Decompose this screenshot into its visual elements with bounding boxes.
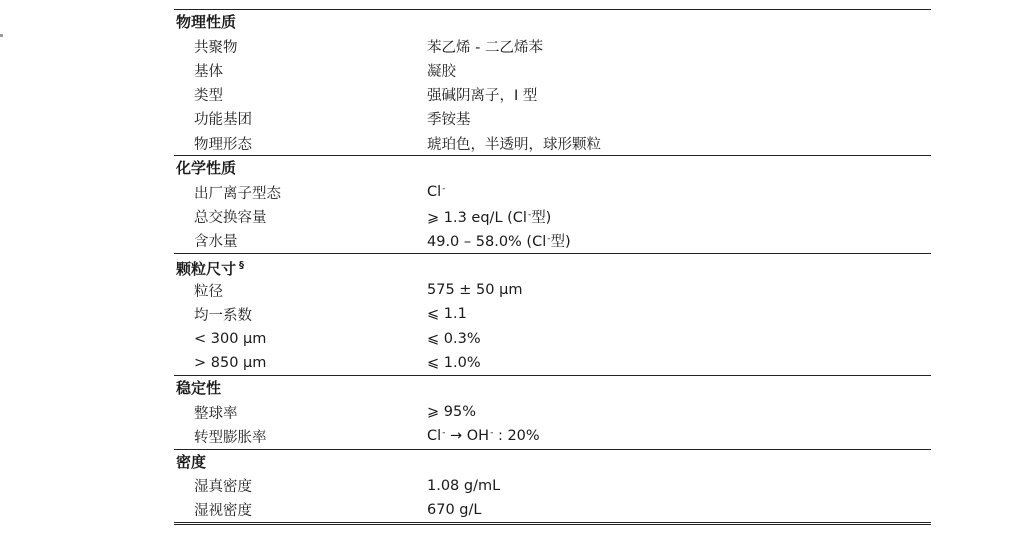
table-row [174,83,931,107]
table-row [174,229,931,253]
row-label: 总交换容量 [194,210,267,227]
row-value: ⩽ 1.0% [427,354,481,371]
row-label: 整球率 [194,405,238,422]
value-text: Cl [427,428,442,445]
row-value: 强碱阴离子，I 型 [427,88,538,105]
section-title-text: 颗粒尺寸 [176,260,237,278]
table-row [174,131,931,155]
table-row [174,58,931,82]
row-label: 含水量 [194,234,238,251]
row-label: 粒径 [194,283,223,300]
row-label: 功能基团 [194,112,252,129]
row-value [427,230,931,251]
spec-table [174,9,931,525]
section-stability [174,376,931,450]
row-value: ⩽ 1.1 [427,306,467,323]
row-label: 湿真密度 [194,479,252,496]
value-text: 型) [531,210,552,227]
row-value: 苯乙烯 - 二乙烯苯 [427,39,543,56]
table-row [174,424,931,448]
row-value: 季铵基 [427,112,471,129]
table-row [174,327,931,351]
table-row [174,34,931,58]
value-text: 49.0 – 58.0% (Cl [427,234,547,251]
section-chemical-properties [174,156,931,254]
row-value: ⩽ 0.3% [427,330,481,347]
table-row [174,351,931,375]
table-row [174,302,931,326]
value-text: → OH [445,428,490,445]
row-value [427,206,931,227]
table-row [174,107,931,131]
charge-superscript: - [527,210,532,221]
value-text: : 20% [493,428,540,445]
value-text: ⩾ 1.3 eq/L (Cl [427,210,527,227]
table-row [174,278,931,302]
charge-superscript: - [490,428,494,439]
section-title: 稳定性 [176,379,222,397]
row-label: 均一系数 [194,307,252,324]
row-label: 共聚物 [194,39,238,56]
section-title: 密度 [176,452,207,471]
row-value: ⩾ 95% [427,404,476,421]
value-text: 型) [550,234,571,251]
table-row [174,400,931,424]
table-row [174,498,931,522]
row-label: 出厂离子型态 [194,185,281,202]
row-label: < 300 µm [194,330,267,347]
charge-superscript: - [442,428,446,439]
table-row [174,180,931,204]
charge-superscript: - [547,234,551,245]
row-label: > 850 µm [194,354,267,371]
section-title [174,254,931,278]
row-label: 湿视密度 [194,503,252,520]
footnote-mark: § [239,260,245,271]
row-label: 物理形态 [194,136,252,153]
row-value: 575 ± 50 µm [427,282,523,299]
row-value: 凝胶 [427,63,456,80]
row-value: 670 g/L [427,501,482,518]
row-value: 琥珀色，半透明，球形颗粒 [427,136,601,153]
section-particle-size [174,254,931,376]
section-title: 物理性质 [176,13,237,31]
charge-superscript: - [442,184,446,195]
corner-mark [0,34,3,37]
row-label: 转型膨胀率 [194,429,267,446]
row-label: 基体 [194,63,223,80]
section-density [174,450,931,526]
row-value [427,184,931,200]
value-text: Cl [427,184,442,201]
section-title: 化学性质 [176,159,237,178]
table-row [174,474,931,498]
row-value [427,428,931,444]
row-value: 1.08 g/mL [427,477,501,494]
row-label: 类型 [194,88,223,105]
table-row [174,205,931,229]
section-physical-properties [174,10,931,156]
